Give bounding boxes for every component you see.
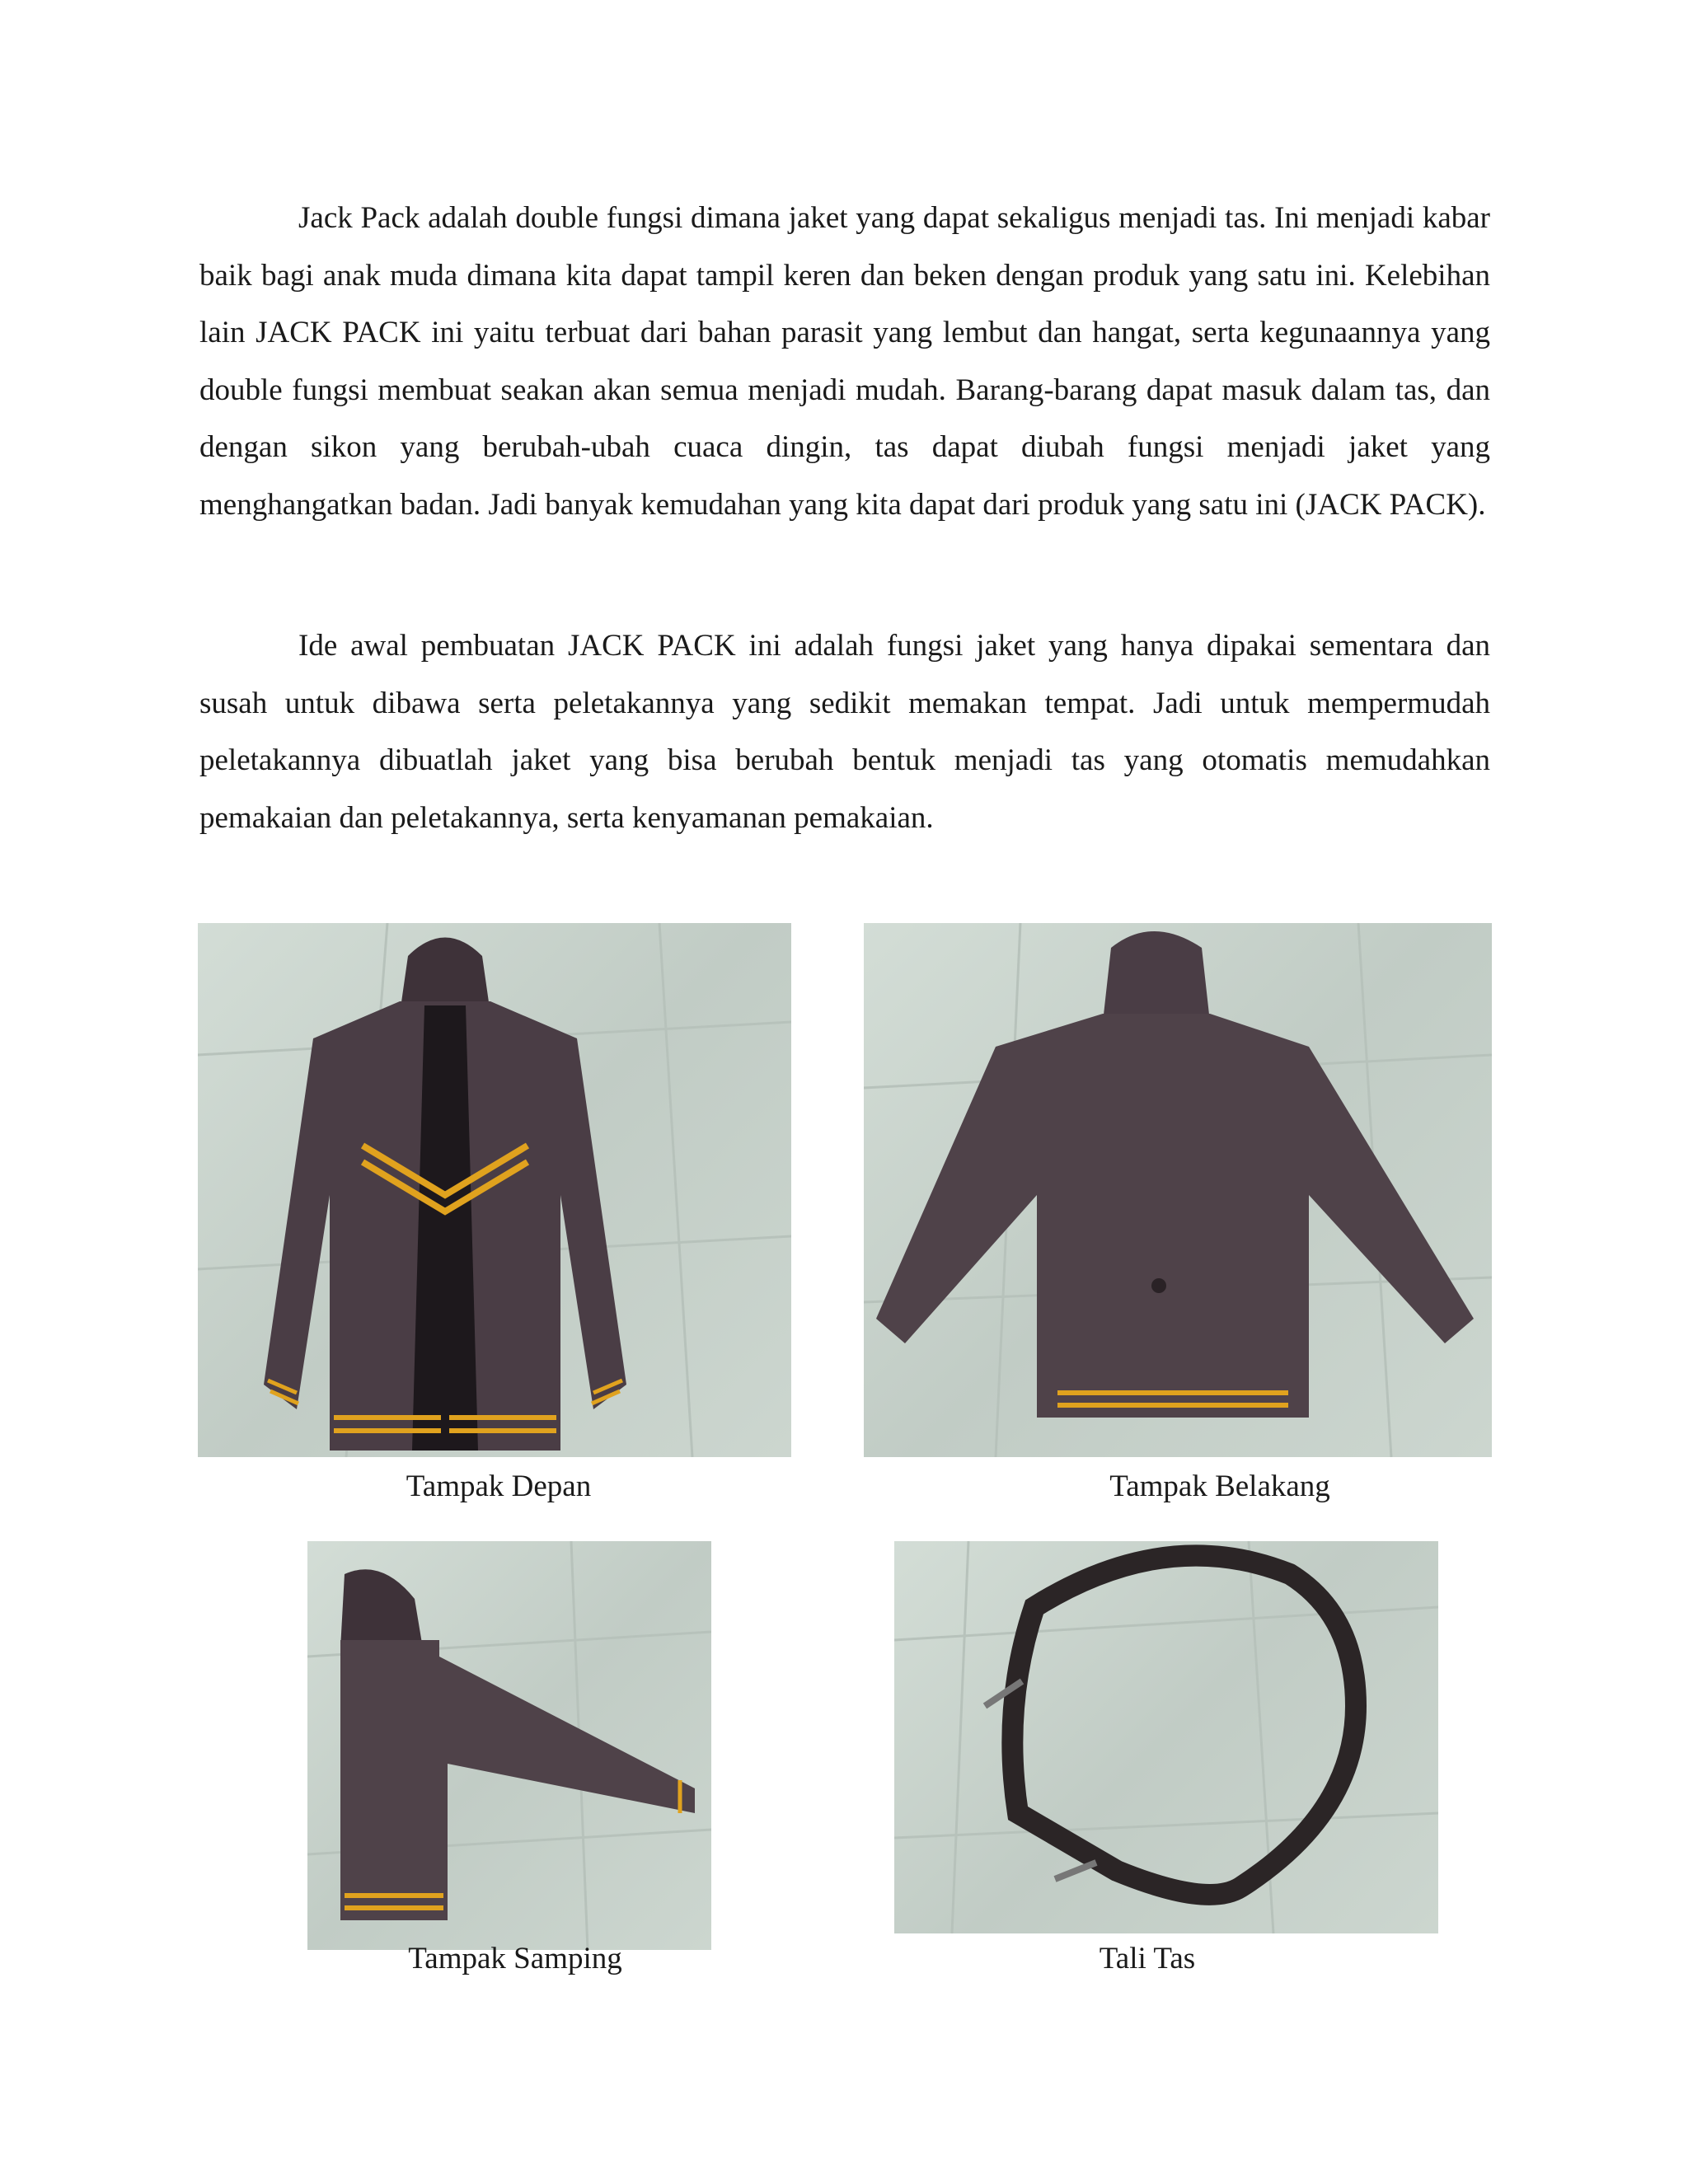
photo-jacket-front bbox=[198, 923, 791, 1457]
photo-jacket-side bbox=[307, 1541, 711, 1950]
caption-back: Tampak Belakang bbox=[1109, 1469, 1330, 1503]
caption-front: Tampak Depan bbox=[406, 1469, 592, 1503]
photo-bag-strap bbox=[894, 1541, 1438, 1933]
paragraph-idea: Ide awal pembuatan JACK PACK ini adalah fungsi jaket yang hanya dipakai sementara dan susah untuk dibawa serta peletakannya yang sedikit memakan tempat. Jadi untuk mempermudah peletakannya dibuatlah jaket yang bisa berubah bentuk menjadi tas yang otomatis memudahkan pemakaian dan peletakannya, serta kenyamanan pemakaian. bbox=[199, 629, 1490, 835]
caption-strap: Tali Tas bbox=[1099, 1942, 1196, 1975]
paragraph-intro: Jack Pack adalah double fungsi dimana jaket yang dapat sekaligus menjadi tas. Ini menjadi kabar baik bagi anak muda dimana kita dapat tampil keren dan beken dengan produk yang satu ini. Kelebihan lain JACK PACK ini yaitu terbuat dari bahan parasit yang lembut dan hangat, serta kegunaannya yang double fungsi membuat seakan akan semua menjadi mudah. Barang-barang dapat masuk dalam tas, dan dengan sikon yang berubah-ubah cuaca dingin, tas dapat diubah fungsi menjadi jaket yang menghangatkan badan. Jadi banyak kemudahan yang kita dapat dari produk yang satu ini (JACK PACK). bbox=[199, 201, 1490, 522]
photo-jacket-back bbox=[864, 923, 1492, 1457]
caption-side: Tampak Samping bbox=[408, 1942, 622, 1975]
